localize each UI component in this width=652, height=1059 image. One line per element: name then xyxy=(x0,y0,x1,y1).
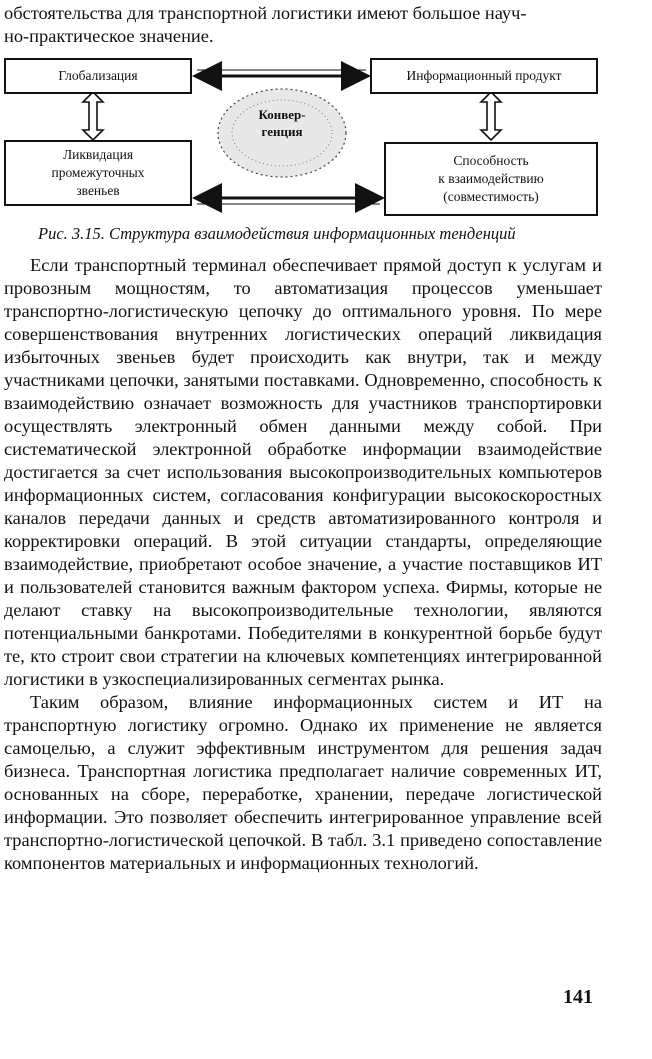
convergence-line-1: Конвер- xyxy=(258,107,306,122)
interaction-line-2: к взаимодействию xyxy=(438,171,544,186)
body-text xyxy=(4,254,602,875)
figure-caption: Рис. 3.15. Структура взаимодействия информационных тенденций xyxy=(38,224,516,243)
globalization-label: Глобализация xyxy=(58,68,138,83)
liquidation-line-2: промежуточных xyxy=(51,165,145,180)
intro-line-2: но-практическое значение. xyxy=(4,25,214,46)
arrow-globalization-info xyxy=(195,70,368,76)
box-info-product xyxy=(370,58,598,94)
interaction-line-3: (совместимость) xyxy=(443,189,539,204)
convergence-line-2: генция xyxy=(261,124,303,139)
liquidation-line-1: Ликвидация xyxy=(62,147,134,162)
arrow-liquidation-interaction xyxy=(195,198,382,204)
box-interaction xyxy=(384,142,598,216)
arrow-left-vertical xyxy=(83,92,103,140)
box-globalization xyxy=(4,58,192,94)
paragraph-2: Таким образом, влияние информационных систем и ИТ на транспортную логистику огромно. Однако их применение не является самоцелью, а служит эффективным инструментом для решения задач бизнеса. Транспортная логистика предполагает наличие современных ИТ, основанных на сборе, переработке, хранении, передаче логистической информации. Это позволяет обеспечить интегрированное управление всей транспортно-логистической цепочкой. В табл. 3.1 приведено сопоставление компонентов материальных и информационных технологий. xyxy=(4,692,602,873)
page-number: 141 xyxy=(563,986,593,1008)
intro-text xyxy=(4,2,602,48)
arrow-right-vertical xyxy=(481,92,501,140)
figure-3-15 xyxy=(0,48,610,228)
paragraph-1: Если транспортный терминал обеспечивает прямой доступ к услугам и провозным мощностям, то автоматизация процессов уменьшает транспортно-логистическую цепочку до оптимального уровня. По мере совершенствования внутренних логистических операций ликвидация избыточных звеньев будет происходить как внутри, так и между участниками цепочки, занятыми поставками. Одновременно, способность к взаимодействию означает возможность для участников транспортировки осуществлять электронный обмен данными между собой. При систематической электронной обработке информации взаимодействие достигается за счет использования высокопроизводительных компьютеров информационных систем, согласования конфигурации высокоскоростных каналов передачи данных и средств автоматизированного контроля и корректировки операций. В этой ситуации стандарты, определяющие взаимодействие, приобретают особое значение, а участие поставщиков ИТ и пользователей становится важным фактором успеха. Фирмы, которые не делают ставку на высокопроизводительные технологии, являются потенциальными банкротами. Победителями в конкурентной борьбе будут те, кто строит свои стратегии на ключевых компетенциях интегрированной логистики в узкоспециализированных сегментах рынка. xyxy=(4,255,602,689)
liquidation-line-3: звеньев xyxy=(76,183,120,198)
interaction-line-1: Способность xyxy=(453,153,529,168)
info-product-label: Информационный продукт xyxy=(406,68,562,83)
intro-line-1: обстоятельства для транспортной логистики имеют большое науч- xyxy=(4,3,527,23)
convergence-label xyxy=(240,106,324,140)
box-liquidation xyxy=(4,140,192,206)
